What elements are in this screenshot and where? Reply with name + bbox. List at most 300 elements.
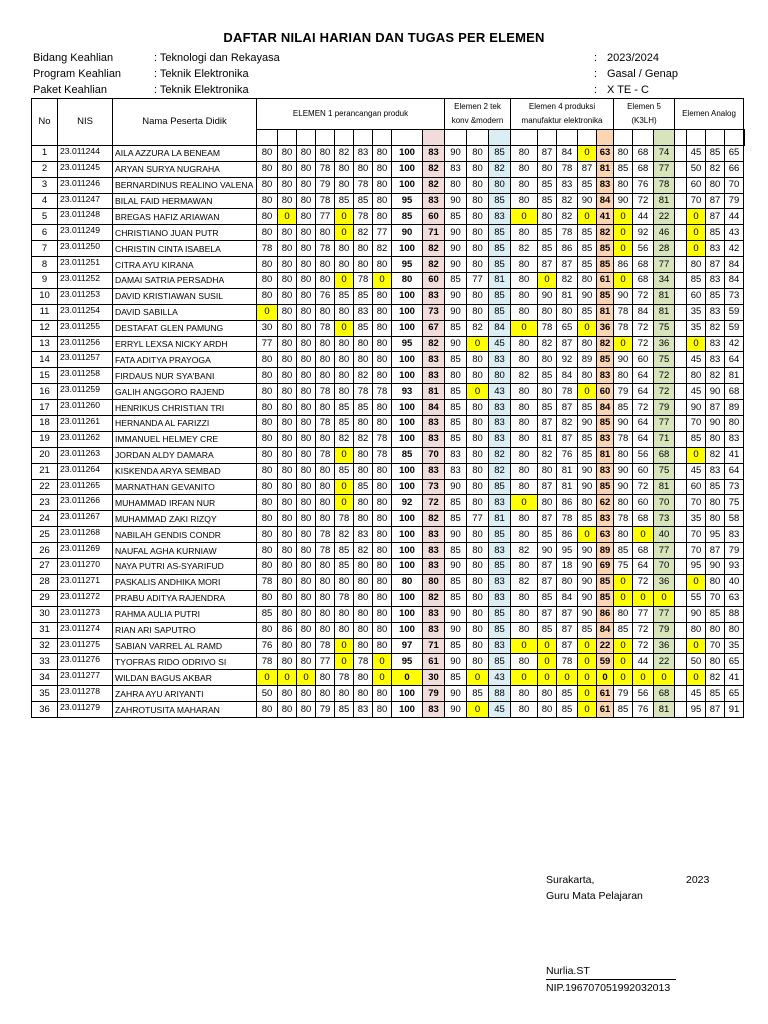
grade-cell: 80 (316, 511, 335, 527)
grade-cell: 77 (257, 336, 278, 352)
row-name: ERRYL LEXSA NICKY ARDH (113, 336, 257, 352)
grade-cell: 80 (511, 431, 538, 447)
grade-cell: 87 (538, 511, 557, 527)
grade-cell: 80 (614, 495, 633, 511)
grade-cell: 80 (278, 273, 297, 289)
grade-cell: 0 (278, 670, 297, 686)
grade-cell: 35 (687, 511, 706, 527)
row-number: 3 (32, 177, 58, 193)
grade-cell: 80 (467, 527, 489, 543)
grade-cell: 78 (257, 241, 278, 257)
grades-table (31, 98, 745, 718)
grade-cell: 87 (538, 559, 557, 575)
grade-cell: 78 (557, 384, 578, 400)
row-number: 31 (32, 622, 58, 638)
grade-cell: 80 (257, 543, 278, 559)
grade-cell: 83 (423, 622, 445, 638)
cell-spacer (675, 400, 687, 416)
grade-cell: 78 (257, 654, 278, 670)
grade-cell: 85 (489, 527, 511, 543)
grade-cell: 80 (297, 304, 316, 320)
grade-cell: 80 (511, 288, 538, 304)
row-nis: 23.011276 (58, 654, 113, 670)
grade-cell: 80 (511, 257, 538, 273)
grade-cell: 80 (335, 606, 354, 622)
grade-cell: 85 (597, 416, 614, 432)
grade-cell: 80 (373, 559, 392, 575)
grade-cell: 79 (614, 686, 633, 702)
grade-cell: 68 (633, 161, 654, 177)
grade-cell: 100 (392, 511, 423, 527)
table-row (32, 686, 745, 702)
grade-cell: 78 (557, 654, 578, 670)
table-row (32, 559, 745, 575)
grade-cell: 85 (578, 511, 597, 527)
table-row (32, 400, 745, 416)
grade-cell: 80 (257, 368, 278, 384)
grade-cell: 0 (614, 241, 633, 257)
grade-cell: 85 (445, 320, 467, 336)
row-name: ARYAN SURYA NUGRAHA (113, 161, 257, 177)
grade-cell: 95 (687, 702, 706, 718)
meta-left (33, 50, 373, 98)
column-header (278, 130, 297, 146)
row-number: 2 (32, 161, 58, 177)
grade-cell: 85 (489, 241, 511, 257)
grade-cell: 82 (706, 368, 725, 384)
grade-cell: 83 (423, 288, 445, 304)
grade-cell: 0 (614, 336, 633, 352)
row-nis: 23.011277 (58, 670, 113, 686)
cell-spacer (675, 304, 687, 320)
grade-cell: 64 (633, 384, 654, 400)
grade-cell: 80 (538, 463, 557, 479)
grade-cell: 85 (335, 400, 354, 416)
grade-cell: 0 (578, 384, 597, 400)
grade-cell: 72 (633, 638, 654, 654)
grade-cell: 80 (278, 193, 297, 209)
grade-cell: 87 (706, 257, 725, 273)
grade-cell: 82 (706, 161, 725, 177)
grade-cell: 80 (316, 400, 335, 416)
grade-cell: 87 (557, 431, 578, 447)
grade-cell: 71 (654, 431, 675, 447)
grade-cell: 81 (597, 447, 614, 463)
grade-cell: 76 (633, 702, 654, 718)
grade-cell: 68 (633, 145, 654, 161)
grade-cell: 80 (335, 241, 354, 257)
grade-cell: 80 (278, 495, 297, 511)
grade-cell: 68 (725, 384, 744, 400)
grade-cell: 85 (538, 590, 557, 606)
row-nis: 23.011268 (58, 527, 113, 543)
grade-cell: 85 (489, 606, 511, 622)
row-number: 6 (32, 225, 58, 241)
grade-cell: 0 (614, 225, 633, 241)
grade-cell: 58 (725, 511, 744, 527)
grade-cell: 80 (297, 288, 316, 304)
cell-spacer (675, 288, 687, 304)
grade-cell: 63 (725, 590, 744, 606)
cell-spacer (675, 511, 687, 527)
grade-cell: 85 (489, 479, 511, 495)
grade-cell: 80 (354, 352, 373, 368)
row-number: 7 (32, 241, 58, 257)
grade-cell: 85 (445, 495, 467, 511)
grade-cell: 80 (373, 606, 392, 622)
grade-cell: 83 (423, 543, 445, 559)
grade-cell: 78 (614, 511, 633, 527)
grade-cell: 85 (578, 304, 597, 320)
grade-cell: 80 (297, 225, 316, 241)
grade-cell: 80 (278, 368, 297, 384)
grade-cell: 64 (633, 431, 654, 447)
grade-cell: 87 (538, 606, 557, 622)
grade-cell: 85 (597, 590, 614, 606)
table-row (32, 431, 745, 447)
row-number: 23 (32, 495, 58, 511)
grade-cell: 80 (257, 384, 278, 400)
grade-cell: 80 (278, 145, 297, 161)
signature-place: Surakarta, (546, 874, 595, 886)
grade-cell: 62 (597, 495, 614, 511)
grade-cell: 83 (423, 352, 445, 368)
grade-cell: 83 (489, 638, 511, 654)
grade-cell: 82 (557, 209, 578, 225)
group-elemen5: Elemen 5 (K3LH) (614, 99, 675, 130)
grade-cell: 80 (538, 702, 557, 718)
grade-cell: 78 (373, 431, 392, 447)
grade-cell: 85 (614, 161, 633, 177)
grade-cell: 90 (392, 225, 423, 241)
grade-cell: 80 (373, 257, 392, 273)
grade-cell: 78 (354, 384, 373, 400)
grade-cell: 80 (354, 574, 373, 590)
grade-cell: 80 (538, 209, 557, 225)
grade-cell: 100 (392, 161, 423, 177)
grade-cell: 80 (614, 177, 633, 193)
meta-right (594, 50, 744, 98)
table-row (32, 177, 745, 193)
grade-cell: 83 (706, 273, 725, 289)
grade-cell: 81 (654, 304, 675, 320)
grade-cell: 80 (278, 463, 297, 479)
grade-cell: 0 (614, 574, 633, 590)
grade-cell: 85 (578, 431, 597, 447)
grade-cell: 83 (706, 304, 725, 320)
grade-cell: 80 (257, 431, 278, 447)
cell-spacer (675, 527, 687, 543)
grade-cell: 82 (489, 447, 511, 463)
table-row (32, 336, 745, 352)
grade-cell: 80 (467, 495, 489, 511)
grade-cell: 85 (538, 241, 557, 257)
grade-cell: 66 (725, 161, 744, 177)
grade-cell: 60 (423, 273, 445, 289)
grade-cell: 72 (423, 495, 445, 511)
grade-cell: 80 (354, 622, 373, 638)
group-header-row (32, 99, 745, 130)
column-header (725, 130, 744, 146)
row-nis: 23.011279 (58, 702, 113, 718)
grade-cell: 81 (538, 431, 557, 447)
grade-cell: 90 (614, 479, 633, 495)
grade-cell: 79 (654, 400, 675, 416)
row-name: DESTAFAT GLEN PAMUNG (113, 320, 257, 336)
grade-cell: 78 (316, 527, 335, 543)
grade-cell: 0 (578, 686, 597, 702)
grade-cell: 80 (297, 463, 316, 479)
row-name: PRABU ADITYA RAJENDRA (113, 590, 257, 606)
grade-cell: 35 (687, 320, 706, 336)
grade-cell: 82 (511, 543, 538, 559)
grade-cell: 0 (597, 670, 614, 686)
grade-cell: 83 (423, 145, 445, 161)
grade-cell: 85 (335, 463, 354, 479)
grade-cell: 0 (614, 670, 633, 686)
grade-cell: 85 (445, 638, 467, 654)
grade-cell: 85 (335, 543, 354, 559)
meta-label: Paket Keahlian (33, 84, 107, 96)
grade-cell: 80 (373, 352, 392, 368)
cell-spacer (675, 622, 687, 638)
grade-cell: 80 (511, 590, 538, 606)
grade-cell: 85 (706, 479, 725, 495)
grade-cell: 80 (278, 304, 297, 320)
grade-cell: 82 (373, 241, 392, 257)
grade-cell: 80 (297, 352, 316, 368)
grade-cell: 80 (578, 336, 597, 352)
grade-cell: 0 (511, 320, 538, 336)
grade-cell: 83 (354, 702, 373, 718)
grade-cell: 85 (445, 384, 467, 400)
grade-cell: 85 (445, 670, 467, 686)
grade-cell: 83 (597, 177, 614, 193)
grade-cell: 80 (511, 400, 538, 416)
grade-cell: 100 (392, 416, 423, 432)
table-row (32, 622, 745, 638)
column-header (316, 130, 335, 146)
grade-cell: 84 (423, 400, 445, 416)
grade-cell: 87 (706, 702, 725, 718)
grade-cell: 82 (354, 225, 373, 241)
grade-cell: 79 (316, 177, 335, 193)
grade-cell: 100 (392, 320, 423, 336)
meta-value: : Teknik Elektronika (154, 68, 249, 80)
row-number: 1 (32, 145, 58, 161)
grade-cell: 0 (578, 527, 597, 543)
grade-cell: 0 (687, 670, 706, 686)
grade-cell: 80 (316, 145, 335, 161)
grade-cell: 0 (538, 273, 557, 289)
grade-cell: 85 (489, 257, 511, 273)
grade-cell: 80 (392, 273, 423, 289)
table-row (32, 416, 745, 432)
grade-cell: 90 (614, 352, 633, 368)
grade-cell: 80 (257, 447, 278, 463)
grade-cell: 70 (687, 416, 706, 432)
row-nis: 23.011263 (58, 447, 113, 463)
grade-cell: 45 (687, 686, 706, 702)
column-header (467, 130, 489, 146)
column-header (614, 130, 633, 146)
grade-cell: 81 (654, 288, 675, 304)
grade-cell: 85 (557, 702, 578, 718)
grade-cell: 100 (392, 559, 423, 575)
grade-cell: 87 (538, 479, 557, 495)
grade-cell: 0 (467, 384, 489, 400)
grade-cell: 80 (316, 336, 335, 352)
grade-cell: 80 (297, 590, 316, 606)
grade-cell: 70 (423, 447, 445, 463)
grade-cell: 83 (706, 241, 725, 257)
grade-cell: 82 (335, 145, 354, 161)
grade-cell: 0 (467, 702, 489, 718)
grade-cell: 61 (597, 686, 614, 702)
grade-cell: 95 (392, 193, 423, 209)
row-number: 33 (32, 654, 58, 670)
grade-cell: 85 (489, 288, 511, 304)
grade-cell: 81 (654, 479, 675, 495)
cell-spacer (675, 670, 687, 686)
grade-cell: 86 (278, 622, 297, 638)
grade-cell: 0 (614, 654, 633, 670)
grade-cell: 90 (445, 654, 467, 670)
grade-cell: 59 (725, 304, 744, 320)
grade-cell: 80 (257, 527, 278, 543)
grade-cell: 85 (614, 702, 633, 718)
row-name: PASKALIS ANDHIKA MORI (113, 574, 257, 590)
row-number: 11 (32, 304, 58, 320)
grade-cell: 85 (257, 606, 278, 622)
grade-cell: 87 (538, 416, 557, 432)
grade-cell: 85 (578, 177, 597, 193)
grade-cell: 80 (373, 527, 392, 543)
grade-cell: 80 (511, 606, 538, 622)
grade-cell: 0 (614, 590, 633, 606)
grade-cell: 80 (316, 352, 335, 368)
grade-cell: 68 (654, 447, 675, 463)
row-nis: 23.011259 (58, 384, 113, 400)
grade-cell: 75 (725, 495, 744, 511)
row-number: 29 (32, 590, 58, 606)
grade-cell: 36 (597, 320, 614, 336)
grade-cell: 74 (654, 145, 675, 161)
grade-cell: 78 (316, 241, 335, 257)
grade-cell: 80 (297, 416, 316, 432)
grade-cell: 80 (257, 511, 278, 527)
grade-cell: 80 (538, 384, 557, 400)
grade-cell: 0 (335, 273, 354, 289)
grade-cell: 95 (687, 559, 706, 575)
grade-cell: 65 (725, 145, 744, 161)
grade-cell: 93 (725, 559, 744, 575)
grade-cell: 78 (316, 193, 335, 209)
cell-spacer (675, 384, 687, 400)
grade-cell: 80 (354, 257, 373, 273)
grade-cell: 78 (614, 431, 633, 447)
column-header (597, 130, 614, 146)
cell-spacer (675, 225, 687, 241)
grade-cell: 80 (257, 590, 278, 606)
grade-cell: 80 (467, 225, 489, 241)
column-header (489, 130, 511, 146)
grade-cell: 50 (687, 654, 706, 670)
grade-cell: 60 (687, 177, 706, 193)
grade-cell: 80 (489, 177, 511, 193)
grade-cell: 86 (557, 241, 578, 257)
grade-cell: 83 (423, 416, 445, 432)
grade-cell: 73 (654, 511, 675, 527)
meta-sep: : (594, 52, 598, 64)
grade-cell: 88 (725, 606, 744, 622)
grade-cell: 79 (654, 622, 675, 638)
grade-cell: 0 (654, 670, 675, 686)
grade-cell: 87 (557, 638, 578, 654)
table-row (32, 447, 745, 463)
grade-cell: 100 (392, 543, 423, 559)
grade-cell: 83 (445, 463, 467, 479)
grade-cell: 80 (467, 638, 489, 654)
row-name: WILDAN BAGUS AKBAR (113, 670, 257, 686)
grade-cell: 60 (633, 495, 654, 511)
grade-cell: 80 (706, 431, 725, 447)
grade-cell: 100 (392, 288, 423, 304)
grade-cell: 80 (278, 384, 297, 400)
signature-nip: NIP.196707051992032013 (546, 979, 676, 996)
grade-cell: 0 (467, 336, 489, 352)
table-row (32, 638, 745, 654)
grade-cell: 100 (392, 145, 423, 161)
grade-cell: 80 (373, 288, 392, 304)
grade-cell: 80 (316, 590, 335, 606)
grade-cell: 90 (578, 416, 597, 432)
cell-spacer (675, 161, 687, 177)
cell-spacer (675, 463, 687, 479)
grade-cell: 87 (557, 606, 578, 622)
grade-cell: 80 (467, 400, 489, 416)
grade-cell: 85 (614, 543, 633, 559)
grade-cell: 80 (467, 241, 489, 257)
grade-cell: 80 (687, 368, 706, 384)
grade-cell: 80 (467, 463, 489, 479)
row-name: HENRIKUS CHRISTIAN TRI (113, 400, 257, 416)
grade-cell: 85 (578, 241, 597, 257)
grade-cell: 90 (614, 416, 633, 432)
row-name: FATA ADITYA PRAYOGA (113, 352, 257, 368)
grade-cell: 22 (654, 209, 675, 225)
grade-cell: 80 (489, 368, 511, 384)
grade-cell: 85 (445, 590, 467, 606)
grade-cell: 84 (557, 145, 578, 161)
row-name: DAMAI SATRIA PERSADHA (113, 273, 257, 289)
grade-cell: 78 (335, 670, 354, 686)
grade-cell: 80 (257, 273, 278, 289)
page-title: DAFTAR NILAI HARIAN DAN TUGAS PER ELEMEN (223, 30, 545, 45)
grade-cell: 80 (278, 638, 297, 654)
cell-spacer (675, 447, 687, 463)
grade-cell: 80 (373, 463, 392, 479)
meta-value: Gasal / Genap (607, 68, 678, 80)
grade-cell: 61 (423, 654, 445, 670)
grade-cell: 0 (335, 209, 354, 225)
grade-cell: 80 (278, 559, 297, 575)
grade-cell: 0 (578, 320, 597, 336)
grade-cell: 80 (278, 543, 297, 559)
cell-spacer (675, 416, 687, 432)
grade-cell: 60 (633, 352, 654, 368)
grade-cell: 45 (489, 336, 511, 352)
